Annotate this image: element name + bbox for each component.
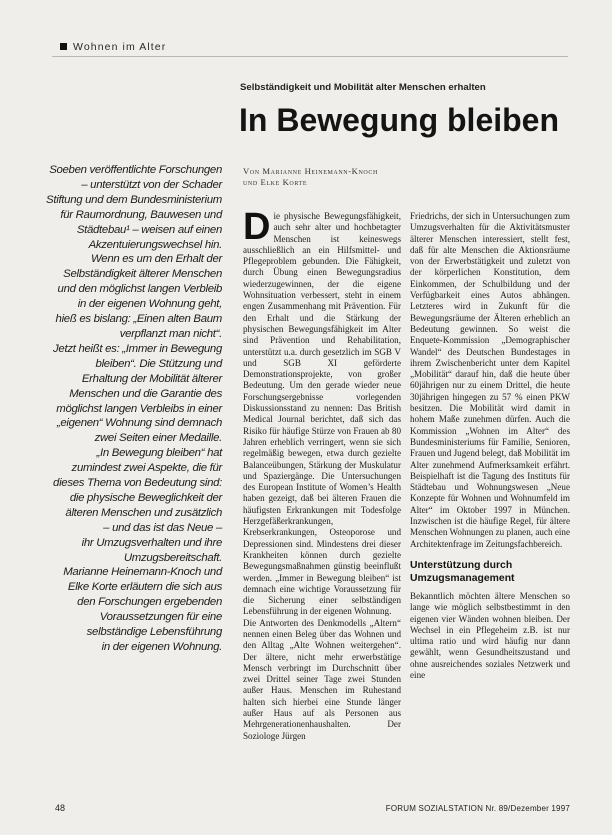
lead-line: in der eigenen Wohnung geht,: [77, 298, 222, 311]
lead-line: ihr Umzugsverhalten und ihre: [81, 536, 222, 549]
byline-authors: Von Marianne Heinemann-Knoch: [243, 166, 378, 176]
article-title: In Bewegung bleiben: [239, 102, 560, 138]
lead-line: möglichst langen Verbleibs in einer: [56, 402, 222, 415]
lead-line: „In Bewegung bleiben“ hat: [96, 447, 222, 460]
lead-line: Jetzt heißt es: „Immer in Bewegung: [53, 342, 222, 355]
lead-line: – unterstützt von der Schader: [81, 178, 222, 191]
section-label: Wohnen im Alter: [73, 41, 167, 53]
lead-line: – und das ist das Neue –: [103, 521, 222, 534]
body-paragraph: ie physische Bewegungsfähigkeit, auch sehr alter und hochbetagter Menschen ist keineswegs ausschließlich an ein Hilfsmittel- und Pflegeproblem gebunden. Die Fähigkeit, durch Übung einen Bewegungsradius wiederzugewinnen, der die eigene Wohnsituation verbessert, steht in einem engen Zusammenhang mit Prävention. Für den Erhalt und die Stärkung der physischen Bewegungsfähigkeit im Alter sind Prävention und Rehabilitation, unterstützt u.a. durch gesetzlich im SGB V und SGB XI geförderte Demonstrationsprojekte, von großer Bedeutung. Um den gerade wieder neue Forschungsergebnisse vorlegenden Diskussionsstand zu nennen: Das British Medical Journal berichtet, daß sich das Risiko für häufige Stürze von Frauen ab 80 Jahren erheblich verringert, wenn sie sich regelmäßig bewegen, etwa durch gezielte Balanceübungen, Stärkung der Muskulatur und Spaziergänge. Die Untersuchungen des European Institute of Women’s Health haben gezeigt, daß bei älteren Frauen die häufigsten Erkrankungen mit Todesfolge Herzgefäßerkrankungen, Krebserkrankungen, Osteoporose und Depressionen sind. Mindestens drei dieser Krankheiten können durch gezielte Bewegungsmaßnahmen günstig beeinflußt werden. „Immer in Bewegung bleiben“ ist demnach eine wichtige Voraussetzung für die Sicherung einer selbständigen Lebensführung in der eigenen Wohnung.: [243, 211, 401, 617]
lead-line: Elke Korte erläutern die sich aus: [67, 581, 222, 594]
lead-line: Marianne Heinemann-Knoch und: [63, 566, 222, 579]
lead-line: selbständige Lebensführung: [86, 626, 222, 639]
lead-line: Städtebau¹ – weisen auf einen: [76, 223, 222, 236]
lead-line: Soeben veröffentlichte Forschungen: [49, 164, 222, 176]
lead-line: für Raumordnung, Bauwesen und: [60, 208, 222, 221]
header-rule: [52, 56, 568, 57]
article-byline: [243, 166, 403, 188]
body-paragraph: Friedrichs, der sich in Untersuchungen zum Umzugsverhalten für die Aktivitätsmuster älterer Menschen interessiert, stellt fest, daß für alte Menschen die Aktionsräume von der Erwerbstätigkeit und zuletzt von der körperlichen Konstitution, dem Einkommen, der Schulbildung und der Verfügbarkeit eines Autos abhängen. Letzteres wird in Zukunft für die Bewegungsräume der Älteren erheblich an Bedeutung gewinnen. So weist die Enquete-Kommission „Demographischer Wandel“ des Deutschen Bundestages in ihrem Zwischenbericht unter dem Kapitel „Mobilität“ darauf hin, daß die heute über 60jährigen nur zu einem Drittel, die heute 30jährigen hingegen zu 57 % einen PKW besitzen. Die Mobilität wird damit in hohem Maße zunehmen dürfen. Auch die Kommission „Wohnen im Alter“ des Bundesministeriums für Familie, Senioren, Frauen und Jugend belegt, daß Mobilität im Alter zunehmend Aufmerksamkeit erfährt. Beispielhaft ist die Tagung des Instituts für Städtebau und Wohnungswesen „Neue Konzepte für Wohnen und Wohnumfeld im Alter“ im Oktober 1997 in München. Inzwischen ist die häufige Regel, für ältere Menschen Wohnungen zu planen, auch eine Architektenfrage im Zeitungsfachbereich.: [410, 211, 570, 549]
lead-line: zwei Seiten einer Medaille.: [94, 432, 222, 445]
article-lead: [22, 163, 222, 655]
article-kicker: Selbständigkeit und Mobilität alter Menschen erhalten: [240, 82, 486, 93]
lead-line: den Forschungen ergebenden: [77, 596, 222, 609]
lead-line: älteren Menschen und zusätzlich: [65, 506, 222, 519]
page-number: 48: [55, 803, 66, 813]
square-bullet-icon: [60, 43, 67, 50]
body-paragraph: Die Antworten des Denkmodells „Altern“ nennen einen Beleg über das Wohnen und den Alltag „Alte Wohnen weitergehen“. Der ältere, nicht mehr erwerbstätige Mensch verbringt im Durchschnitt über zwei Drittel seiner Tage zwei Stunden außer Haus. Menschen im Ruhestand halten sich hierbei eine Stunde länger außer Haus auf als Personen aus Mehrgenerationenhaushalten. Der Soziologe Jürgen: [243, 617, 401, 741]
lead-line: die physische Beweglichkeit der: [69, 491, 222, 504]
body-paragraph: Bekanntlich möchten ältere Menschen so lange wie möglich selbstbestimmt in den eigenen vier Wänden wohnen bleiben. Der Wechsel in ein Pflegeheim z.B. ist nur ultima ratio und wird häufig nur dann gewählt, wenn Gesundheitszustand und ohne ausreichendes soziales Netzwerk und eine: [410, 590, 570, 680]
lead-line: verpflanzt man nicht“.: [119, 327, 222, 340]
lead-line: hieß es bislang: „Einen alten Baum: [55, 313, 222, 326]
lead-line: Erhaltung der Mobilität älterer: [81, 372, 222, 385]
lead-line: Menschen und die Garantie des: [69, 387, 222, 400]
publication-footer: FORUM SOZIALSTATION Nr. 89/Dezember 1997: [385, 804, 570, 813]
lead-line: zumindest zwei Aspekte, die für: [71, 462, 222, 475]
lead-line: dieses Thema von Bedeutung sind:: [53, 477, 222, 490]
lead-line: „eigenen“ Wohnung sind demnach: [56, 417, 222, 430]
body-column-1: [243, 211, 401, 783]
section-subheading: Unterstützung durch Umzugsmanagement: [410, 559, 515, 584]
body-column-2: [410, 211, 570, 783]
lead-line: bleiben“. Die Stützung und: [95, 357, 222, 370]
section-header: [60, 40, 166, 54]
lead-line: Voraussetzungen für eine: [99, 611, 222, 624]
lead-line: Umzugsbereitschaft.: [123, 551, 222, 564]
drop-cap: D: [243, 211, 271, 248]
lead-line: und den möglichst langen Verbleib: [57, 283, 222, 296]
lead-line: Akzentuierungswechsel hin.: [88, 238, 222, 251]
lead-line: Stiftung und dem Bundesministerium: [46, 193, 222, 206]
lead-line: in der eigenen Wohnung.: [101, 641, 222, 653]
lead-line: Selbständigkeit älterer Menschen: [63, 268, 222, 281]
byline-authors-cont: und Elke Korte: [243, 177, 308, 187]
lead-line: Wenn es um den Erhalt der: [91, 253, 222, 266]
